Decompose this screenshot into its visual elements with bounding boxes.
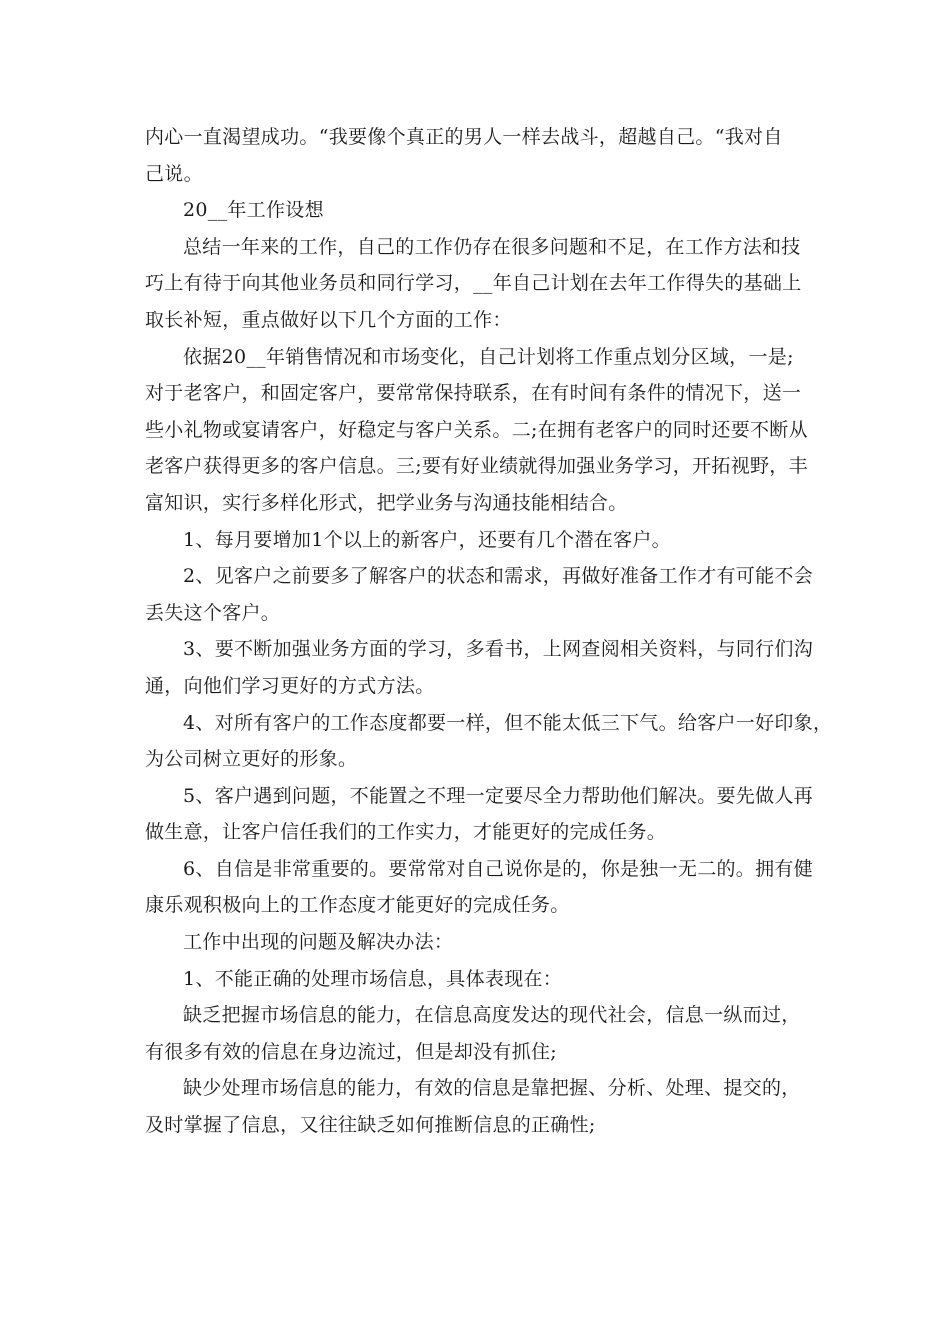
text-line: 2、见客户之前要多了解客户的状态和需求，再做好准备工作才有可能不会 bbox=[183, 565, 813, 588]
text-line: 20__年工作设想 bbox=[183, 199, 324, 222]
text-line: 老客户获得更多的客户信息。三;要有好业绩就得加强业务学习，开拓视野，丰 bbox=[145, 455, 808, 478]
text-line: 工作中出现的问题及解决办法： bbox=[183, 931, 454, 954]
text-line: 有很多有效的信息在身边流过，但是却没有抓住; bbox=[145, 1040, 558, 1063]
text-line: 些小礼物或宴请客户，好稳定与客户关系。二;在拥有老客户的同时还要不断从 bbox=[145, 418, 808, 441]
text-line: 巧上有待于向其他业务员和同行学习，__年自己计划在去年工作得失的基础上 bbox=[145, 272, 802, 295]
text-line: 富知识，实行多样化形式，把学业务与沟通技能相结合。 bbox=[145, 491, 628, 514]
text-line: 4、对所有客户的工作态度都要一样，但不能太低三下气。给客户一好印象， bbox=[183, 711, 833, 734]
text-line: 做生意，让客户信任我们的工作实力，才能更好的完成任务。 bbox=[145, 821, 667, 844]
text-line: 5、客户遇到问题，不能置之不理一定要尽全力帮助他们解决。要先做人再 bbox=[183, 784, 813, 807]
text-line: 6、自信是非常重要的。要常常对自己说你是的，你是独一无二的。拥有健 bbox=[183, 857, 813, 880]
text-line: 康乐观积极向上的工作态度才能更好的完成任务。 bbox=[145, 894, 570, 917]
text-line: 3、要不断加强业务方面的学习，多看书，上网查阅相关资料，与同行们沟 bbox=[183, 638, 813, 661]
text-line: 缺乏把握市场信息的能力，在信息高度发达的现代社会，信息一纵而过， bbox=[183, 1004, 801, 1027]
text-line: 缺少处理市场信息的能力，有效的信息是靠把握、分析、处理、提交的， bbox=[183, 1077, 801, 1100]
text-line: 总结一年来的工作，自己的工作仍存在很多问题和不足，在工作方法和技 bbox=[183, 235, 801, 258]
text-line: 1、不能正确的处理市场信息，具体表现在： bbox=[183, 967, 563, 990]
text-line: 通，向他们学习更好的方式方法。 bbox=[145, 674, 435, 697]
text-line: 1、每月要增加1个以上的新客户，还要有几个潜在客户。 bbox=[183, 528, 671, 551]
document-body bbox=[145, 119, 833, 1144]
text-line: 为公司树立更好的形象。 bbox=[145, 748, 358, 771]
text-line: 丢失这个客户。 bbox=[145, 601, 281, 624]
text-line: 及时掌握了信息，又往往缺乏如何推断信息的正确性; bbox=[145, 1114, 596, 1137]
text-line: 依据20__年销售情况和市场变化，自己计划将工作重点划分区域，一是; bbox=[183, 345, 794, 368]
text-line: 取长补短，重点做好以下几个方面的工作： bbox=[145, 308, 512, 331]
text-line: 对于老客户，和固定客户，要常常保持联系，在有时间有条件的情况下，送一 bbox=[145, 382, 802, 405]
text-line: 己说。 bbox=[145, 162, 203, 185]
text-line: 内心一直渴望成功。“我要像个真正的男人一样去战斗，超越自己。“我对自 bbox=[145, 126, 783, 148]
